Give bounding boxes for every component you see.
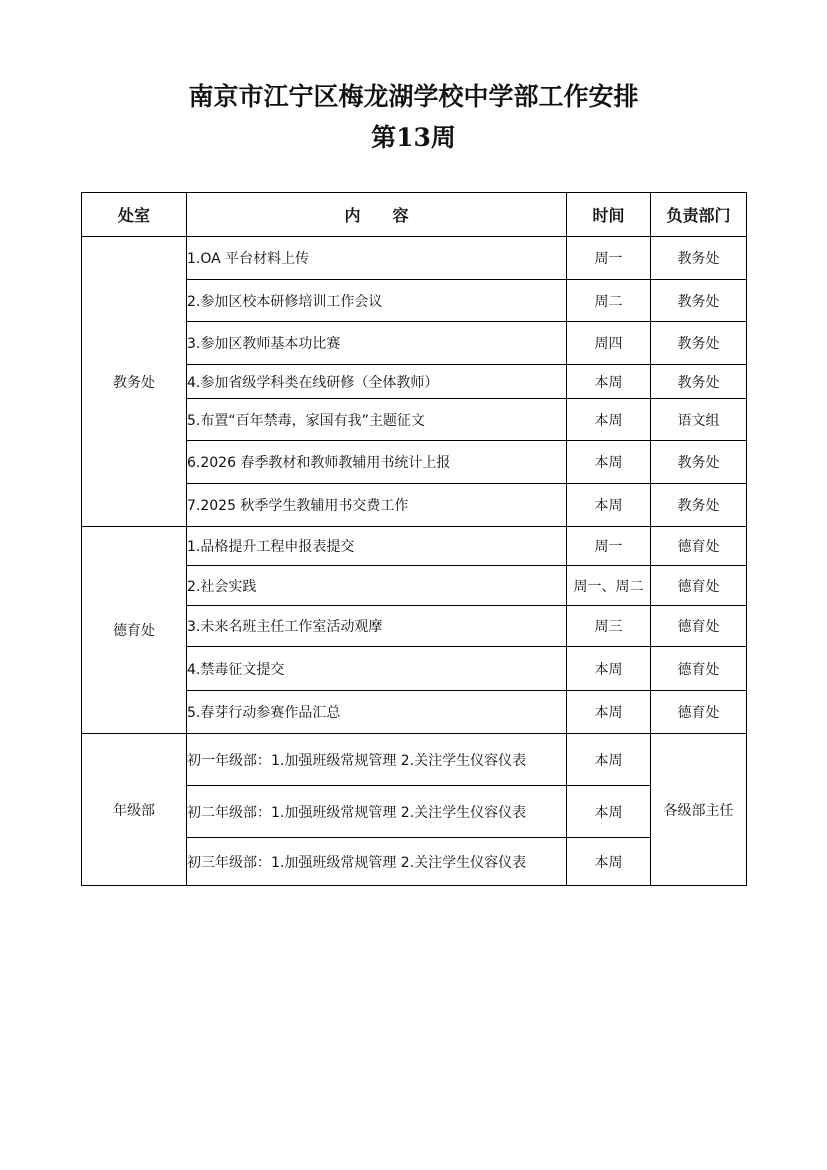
content-cell: 初三年级部：1.加强班级常规管理 2.关注学生仪容仪表 [187, 838, 567, 886]
resp-cell: 教务处 [651, 365, 747, 399]
header-dept: 处室 [82, 193, 187, 237]
header-row [82, 193, 747, 237]
resp-cell-grade: 各级部主任 [651, 734, 747, 886]
resp-cell: 德育处 [651, 527, 747, 566]
content-cell: 5.春芽行动参赛作品汇总 [187, 691, 567, 734]
content-cell: 4.禁毒征文提交 [187, 647, 567, 691]
dept-cell-academic: 教务处 [82, 237, 187, 527]
time-cell: 本周 [567, 691, 651, 734]
header-time: 时间 [567, 193, 651, 237]
resp-cell: 德育处 [651, 647, 747, 691]
resp-cell: 德育处 [651, 691, 747, 734]
page-title: 南京市江宁区梅龙湖学校中学部工作安排 [188, 82, 639, 111]
time-cell: 本周 [567, 838, 651, 886]
time-cell: 周三 [567, 606, 651, 647]
time-cell: 周一、周二 [567, 566, 651, 606]
time-cell: 本周 [567, 399, 651, 441]
content-cell: 1.OA 平台材料上传 [187, 237, 567, 280]
content-cell: 初一年级部：1.加强班级常规管理 2.关注学生仪容仪表 [187, 734, 567, 786]
resp-cell: 教务处 [651, 237, 747, 280]
header-resp: 负责部门 [651, 193, 747, 237]
content-cell: 2.参加区校本研修培训工作会议 [187, 280, 567, 322]
content-cell: 1.品格提升工程申报表提交 [187, 527, 567, 566]
dept-cell-moral: 德育处 [82, 527, 187, 734]
time-cell: 本周 [567, 441, 651, 484]
time-cell: 本周 [567, 484, 651, 527]
content-cell: 4.参加省级学科类在线研修（全体教师） [187, 365, 567, 399]
resp-cell: 德育处 [651, 566, 747, 606]
table-row [82, 237, 747, 280]
week-title: 第13周 [371, 123, 456, 152]
resp-cell: 教务处 [651, 280, 747, 322]
table-row [82, 734, 747, 786]
resp-cell: 语文组 [651, 399, 747, 441]
time-cell: 本周 [567, 365, 651, 399]
dept-cell-grade: 年级部 [82, 734, 187, 886]
content-cell: 3.未来名班主任工作室活动观摩 [187, 606, 567, 647]
resp-cell: 教务处 [651, 322, 747, 365]
resp-cell: 教务处 [651, 484, 747, 527]
content-cell: 3.参加区教师基本功比赛 [187, 322, 567, 365]
resp-cell: 教务处 [651, 441, 747, 484]
time-cell: 本周 [567, 647, 651, 691]
content-cell: 7.2025 秋季学生教辅用书交费工作 [187, 484, 567, 527]
content-cell: 2.社会实践 [187, 566, 567, 606]
content-cell: 6.2026 春季教材和教师教辅用书统计上报 [187, 441, 567, 484]
time-cell: 周二 [567, 280, 651, 322]
content-cell: 5.布置“百年禁毒，家国有我”主题征文 [187, 399, 567, 441]
schedule-table [81, 192, 747, 886]
time-cell: 周四 [567, 322, 651, 365]
table-row [82, 527, 747, 566]
content-cell: 初二年级部：1.加强班级常规管理 2.关注学生仪容仪表 [187, 786, 567, 838]
time-cell: 本周 [567, 786, 651, 838]
time-cell: 本周 [567, 734, 651, 786]
time-cell: 周一 [567, 527, 651, 566]
header-content: 内 容 [187, 193, 567, 237]
time-cell: 周一 [567, 237, 651, 280]
resp-cell: 德育处 [651, 606, 747, 647]
